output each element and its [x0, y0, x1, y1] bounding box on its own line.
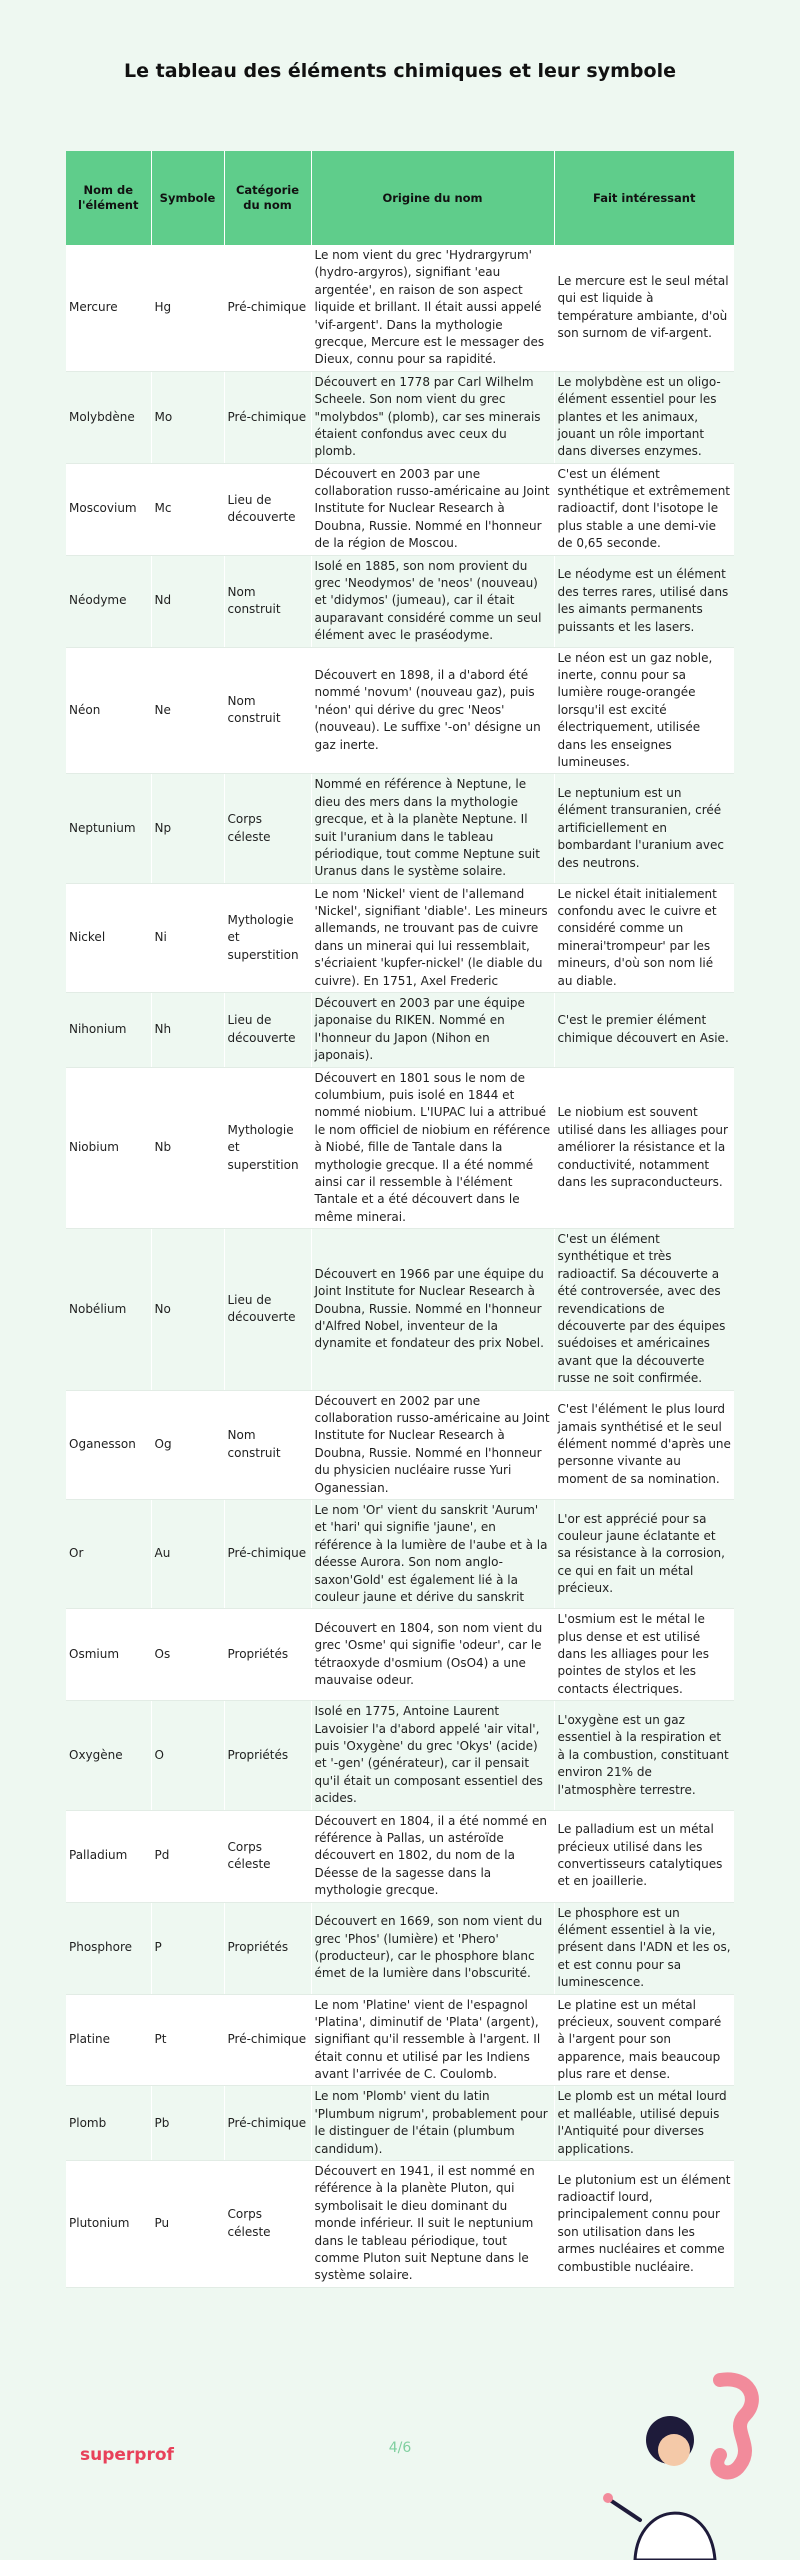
element-origin: Le nom 'Nickel' vient de l'allemand 'Nickel', signifiant 'diable'. Les mineurs allemands, ne trouvant pas de cuivre dans un minerai qui lui ressemblait, s'écriaient 'kupfer-nickel' (le diable du cuivre). En 1751, Axel Frederic — [311, 883, 554, 992]
element-origin: Découvert en 1801 sous le nom de columbium, puis isolé en 1844 et nommé niobium. L'IUPAC lui a attribué le nom officiel de niobium en référence à Niobé, fille de Tantale dans la mythologie grecque. Il a été nommé ainsi car il ressemble à l'élément Tantale et a été découvert dans le même minerai. — [311, 1067, 554, 1229]
page-title: Le tableau des éléments chimiques et leur symbole — [124, 60, 676, 82]
element-name: Néodyme — [66, 555, 151, 647]
element-origin: Le nom 'Or' vient du sanskrit 'Aurum' et 'hari' qui signifie 'jaune', en référence à la lumière de l'aube et à la déesse Aurora. Son nom anglo-saxon'Gold' est également lié à la couleur jaune et dérive du sanskrit — [311, 1499, 554, 1608]
element-category: Lieu de découverte — [224, 1229, 311, 1391]
element-name: Niobium — [66, 1067, 151, 1229]
element-symbol: No — [151, 1229, 224, 1391]
table-row — [66, 1701, 734, 1810]
table-row — [66, 463, 734, 555]
element-category: Mythologie et superstition — [224, 883, 311, 992]
element-fact: Le platine est un métal précieux, souvent comparé à l'argent pour son apparence, mais beaucoup plus rare et dense. — [554, 1994, 734, 2086]
element-symbol: Pd — [151, 1810, 224, 1902]
element-name: Plomb — [66, 2086, 151, 2161]
element-symbol: Au — [151, 1499, 224, 1608]
element-symbol: Os — [151, 1609, 224, 1701]
table-row — [66, 245, 734, 371]
element-fact: Le plutonium est un élément radioactif lourd, principalement connu pour son utilisation dans les armes nucléaires et comme combustible nucléaire. — [554, 2161, 734, 2288]
table-row — [66, 774, 734, 883]
element-name: Oxygène — [66, 1701, 151, 1810]
element-symbol: Nh — [151, 993, 224, 1068]
table-row — [66, 883, 734, 992]
element-fact: Le néodyme est un élément des terres rares, utilisé dans les aimants permanents puissants et les lasers. — [554, 555, 734, 647]
element-fact: C'est un élément synthétique et extrêmement radioactif, dont l'isotope le plus stable a une demi-vie de 0,65 seconde. — [554, 463, 734, 555]
element-category: Mythologie et superstition — [224, 1067, 311, 1229]
element-symbol: Pb — [151, 2086, 224, 2161]
element-name: Phosphore — [66, 1902, 151, 1994]
header-fact: Fait intéressant — [554, 151, 734, 245]
element-category: Pré-chimique — [224, 371, 311, 463]
element-category: Pré-chimique — [224, 245, 311, 371]
element-symbol: Mc — [151, 463, 224, 555]
element-category: Propriétés — [224, 1902, 311, 1994]
element-name: Molybdène — [66, 371, 151, 463]
element-fact: L'oxygène est un gaz essentiel à la respiration et à la combustion, constituant environ 21% de l'atmosphère terrestre. — [554, 1701, 734, 1810]
element-fact: C'est l'élément le plus lourd jamais synthétisé et le seul élément nommé d'après une personne vivante au moment de sa nomination. — [554, 1390, 734, 1499]
element-origin: Isolé en 1885, son nom provient du grec 'Neodymos' de 'neos' (nouveau) et 'didymos' (jumeau), car il était auparavant considéré comme un seul élément avec le praséodyme. — [311, 555, 554, 647]
element-category: Corps céleste — [224, 774, 311, 883]
table-row — [66, 2161, 734, 2288]
table-row — [66, 1499, 734, 1608]
element-origin: Découvert en 1941, il est nommé en référence à la planète Pluton, qui symbolisait le dieu dominant du monde inférieur. Il suit le neptunium dans le tableau périodique, tout comme Pluton suit Neptune dans le système solaire. — [311, 2161, 554, 2288]
element-symbol: Mo — [151, 371, 224, 463]
element-name: Neptunium — [66, 774, 151, 883]
element-origin: Découvert en 2002 par une collaboration russo-américaine au Joint Institute for Nuclear Research à Doubna, Russie. Nommé en l'honneur du physicien nucléaire russe Yuri Oganessian. — [311, 1390, 554, 1499]
element-category: Lieu de découverte — [224, 993, 311, 1068]
element-origin: Découvert en 1804, son nom vient du grec 'Osme' qui signifie 'odeur', car le tétraoxyde d'osmium (OsO4) a une mauvaise odeur. — [311, 1609, 554, 1701]
element-symbol: Ni — [151, 883, 224, 992]
element-category: Pré-chimique — [224, 1499, 311, 1608]
element-origin: Le nom vient du grec 'Hydrargyrum' (hydro-argyros), signifiant 'eau argentée', en raison de son aspect liquide et brillant. Il était aussi appelé 'vif-argent'. Dans la mythologie grecque, Mercure est le messager des Dieux, connu pour sa rapidité. — [311, 245, 554, 371]
element-symbol: P — [151, 1902, 224, 1994]
element-origin: Isolé en 1775, Antoine Laurent Lavoisier l'a d'abord appelé 'air vital', puis 'Oxygène' du grec 'Okys' (acide) et '-gen' (générateur), car il pensait qu'il était un composant essentiel des acides. — [311, 1701, 554, 1810]
element-symbol: Ne — [151, 647, 224, 774]
element-fact: Le palladium est un métal précieux utilisé dans les convertisseurs catalytiques et en joaillerie. — [554, 1810, 734, 1902]
element-category: Pré-chimique — [224, 1994, 311, 2086]
element-name: Or — [66, 1499, 151, 1608]
element-fact: L'osmium est le métal le plus dense et est utilisé dans les alliages pour les pointes de stylos et les contacts électriques. — [554, 1609, 734, 1701]
table-row — [66, 1390, 734, 1499]
superprof-logo[interactable]: superprof — [80, 2445, 174, 2465]
element-category: Propriétés — [224, 1701, 311, 1810]
element-origin: Découvert en 1966 par une équipe du Joint Institute for Nuclear Research à Doubna, Russie. Nommé en l'honneur d'Alfred Nobel, inventeur de la dynamite et fondateur des prix Nobel. — [311, 1229, 554, 1391]
element-fact: C'est un élément synthétique et très radioactif. Sa découverte a été controversée, avec des revendications de découverte par des équipes suédoises et américaines avant que la découverte russe ne soit confirmée. — [554, 1229, 734, 1391]
header-symbol: Symbole — [151, 151, 224, 245]
element-category: Propriétés — [224, 1609, 311, 1701]
element-name: Nobélium — [66, 1229, 151, 1391]
element-name: Nickel — [66, 883, 151, 992]
mascot-illustration — [570, 2370, 770, 2560]
mascot-body — [635, 2513, 715, 2560]
element-origin: Découvert en 2003 par une collaboration russo-américaine au Joint Institute for Nuclear Research à Doubna, Russie. Nommé en l'honneur de la région de Moscou. — [311, 463, 554, 555]
table-row — [66, 2086, 734, 2161]
element-name: Mercure — [66, 245, 151, 371]
element-category: Nom construit — [224, 555, 311, 647]
table-row — [66, 371, 734, 463]
element-fact: Le nickel était initialement confondu avec le cuivre et considéré comme un minerai'trompeur' par les mineurs, d'où son nom lié au diable. — [554, 883, 734, 992]
element-origin: Découvert en 1804, il a été nommé en référence à Pallas, un astéroïde découvert en 1802, du nom de la Déesse de la sagesse dans la mythologie grecque. — [311, 1810, 554, 1902]
table-row — [66, 1609, 734, 1701]
element-symbol: Np — [151, 774, 224, 883]
element-category: Pré-chimique — [224, 2086, 311, 2161]
element-origin: Découvert en 1778 par Carl Wilhelm Scheele. Son nom vient du grec "molybdos" (plomb), car ses minerais étaient confondus avec ceux du plomb. — [311, 371, 554, 463]
element-name: Platine — [66, 1994, 151, 2086]
header-name: Nom de l'élément — [66, 151, 151, 245]
element-origin: Nommé en référence à Neptune, le dieu des mers dans la mythologie grecque, et à la planète Neptune. Il suit l'uranium dans le tableau périodique, tout comme Neptune suit Uranus dans le système solaire. — [311, 774, 554, 883]
element-category: Corps céleste — [224, 2161, 311, 2288]
element-name: Oganesson — [66, 1390, 151, 1499]
pink-swirl-decoration — [717, 2379, 752, 2472]
table-row — [66, 555, 734, 647]
element-fact: Le néon est un gaz noble, inerte, connu pour sa lumière rouge-orangée lorsqu'il est excité électriquement, utilisée dans les enseignes lumineuses. — [554, 647, 734, 774]
element-fact: Le mercure est le seul métal qui est liquide à température ambiante, d'où son surnom de vif-argent. — [554, 245, 734, 371]
table-row — [66, 647, 734, 774]
element-symbol: Pu — [151, 2161, 224, 2288]
element-fact: Le phosphore est un élément essentiel à la vie, présent dans l'ADN et les os, et est connu pour sa luminescence. — [554, 1902, 734, 1994]
element-symbol: O — [151, 1701, 224, 1810]
header-origin: Origine du nom — [311, 151, 554, 245]
element-name: Nihonium — [66, 993, 151, 1068]
element-fact: Le niobium est souvent utilisé dans les alliages pour améliorer la résistance et la conductivité, notamment dans les supraconducteurs. — [554, 1067, 734, 1229]
element-origin: Le nom 'Plomb' vient du latin 'Plumbum nigrum', probablement pour le distinguer de l'étain (plumbum candidum). — [311, 2086, 554, 2161]
element-category: Nom construit — [224, 647, 311, 774]
element-fact: Le plomb est un métal lourd et malléable, utilisé depuis l'Antiquité pour diverses applications. — [554, 2086, 734, 2161]
element-category: Lieu de découverte — [224, 463, 311, 555]
element-name: Osmium — [66, 1609, 151, 1701]
element-symbol: Nb — [151, 1067, 224, 1229]
table-row — [66, 1229, 734, 1391]
table-header-row — [66, 151, 734, 245]
element-name: Néon — [66, 647, 151, 774]
element-symbol: Og — [151, 1390, 224, 1499]
element-fact: C'est le premier élément chimique découvert en Asie. — [554, 993, 734, 1068]
element-name: Moscovium — [66, 463, 151, 555]
element-origin: Découvert en 2003 par une équipe japonaise du RIKEN. Nommé en l'honneur du Japon (Nihon en japonais). — [311, 993, 554, 1068]
mascot-face — [658, 2434, 690, 2466]
table-row — [66, 1902, 734, 1994]
element-origin: Découvert en 1898, il a d'abord été nommé 'novum' (nouveau gaz), puis 'néon' qui dérive du grec 'Neos' (nouveau). Le suffixe '-on' désigne un gaz inerte. — [311, 647, 554, 774]
mascot-arm — [610, 2500, 640, 2520]
header-category: Catégorie du nom — [224, 151, 311, 245]
element-symbol: Nd — [151, 555, 224, 647]
element-category: Corps céleste — [224, 1810, 311, 1902]
element-fact: Le molybdène est un oligo-élément essentiel pour les plantes et les animaux, jouant un rôle important dans diverses enzymes. — [554, 371, 734, 463]
table-row — [66, 1067, 734, 1229]
element-fact: L'or est apprécié pour sa couleur jaune éclatante et sa résistance à la corrosion, ce qui en fait un métal précieux. — [554, 1499, 734, 1608]
element-symbol: Hg — [151, 245, 224, 371]
page-number: 4/6 — [388, 2440, 412, 2456]
element-category: Nom construit — [224, 1390, 311, 1499]
element-origin: Découvert en 1669, son nom vient du grec 'Phos' (lumière) et 'Phero' (producteur), car le phosphore blanc émet de la lumière dans l'obscurité. — [311, 1902, 554, 1994]
table-row — [66, 1994, 734, 2086]
element-fact: Le neptunium est un élément transuranien, créé artificiellement en bombardant l'uranium avec des neutrons. — [554, 774, 734, 883]
elements-table — [66, 151, 734, 2288]
element-name: Plutonium — [66, 2161, 151, 2288]
table-row — [66, 1810, 734, 1902]
table-row — [66, 993, 734, 1068]
element-origin: Le nom 'Platine' vient de l'espagnol 'Platina', diminutif de 'Plata' (argent), signifiant qu'il ressemble à l'argent. Il était connu et utilisé par les Indiens avant l'arrivée de C. Coulomb. — [311, 1994, 554, 2086]
element-name: Palladium — [66, 1810, 151, 1902]
element-symbol: Pt — [151, 1994, 224, 2086]
